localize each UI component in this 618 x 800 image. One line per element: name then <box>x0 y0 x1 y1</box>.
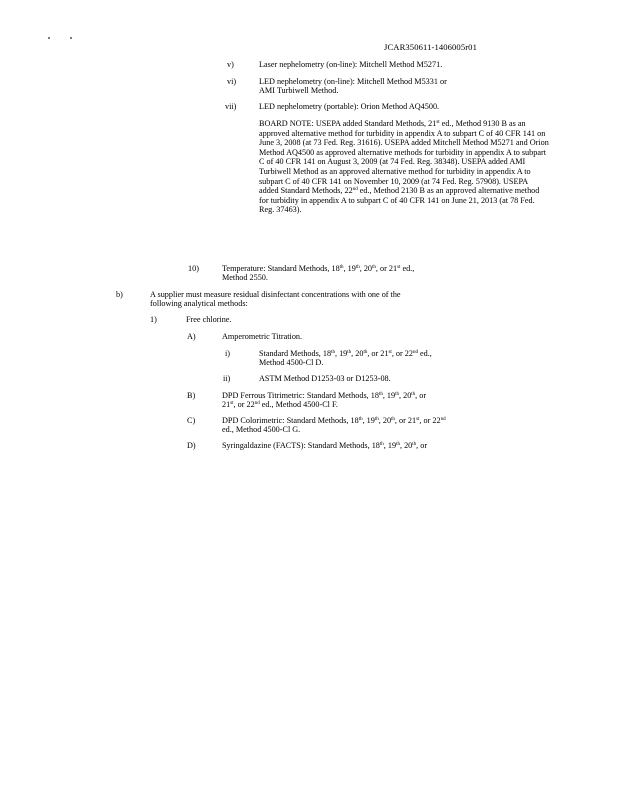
document-code: JCAR350611-1406005r01 <box>384 42 477 52</box>
scan-speck <box>70 37 72 39</box>
item-v-marker: v) <box>227 60 234 69</box>
item-A-i-marker: i) <box>225 349 231 358</box>
item-A-marker: A) <box>187 332 196 341</box>
item-vi-text-line2: AMI Turbiwell Method. <box>259 86 339 95</box>
item-vi-text-line1: LED nephelometry (on-line): Mitchell Method M5331 or <box>259 77 447 86</box>
item-B-text-line1: DPD Ferrous Titrimetric: Standard Methods, 18th, 19th, 20th, or <box>222 391 427 400</box>
item-1-text: Free chlorine. <box>186 315 232 324</box>
item-C-text-line2: ed., Method 4500-Cl G. <box>222 425 301 434</box>
subsection-b-text-line2: following analytical methods: <box>150 299 248 308</box>
item-D-marker: D) <box>187 441 196 450</box>
item-v-text: Laser nephelometry (on-line): Mitchell Method M5271. <box>259 60 443 69</box>
item-A-text: Amperometric Titration. <box>222 332 303 341</box>
item-A-ii-text: ASTM Method D1253-03 or D1253-08. <box>259 374 391 383</box>
subsection-b-text-line1: A supplier must measure residual disinfectant concentrations with one of the <box>150 290 401 299</box>
item-C-text-line1: DPD Colorimetric: Standard Methods, 18th, 19th, 20th, or 21st, or 22nd <box>222 416 446 425</box>
item-B-marker: B) <box>187 391 196 400</box>
item-vii-text: LED nephelometry (portable): Orion Method AQ4500. <box>259 102 440 111</box>
item-vii-marker: vii) <box>225 102 237 111</box>
item-D-text: Syringaldazine (FACTS): Standard Methods, 18th, 19th, 20th, or <box>222 441 428 450</box>
item-10-text-line1: Temperature: Standard Methods, 18th, 19th, 20th, or 21st ed., <box>222 264 415 273</box>
item-10-marker: 10) <box>188 264 199 273</box>
item-1-marker: 1) <box>150 315 157 324</box>
item-C-marker: C) <box>187 416 196 425</box>
item-10-text-line2: Method 2550. <box>222 273 268 282</box>
item-vi-marker: vi) <box>227 77 237 86</box>
item-A-i-text-line1: Standard Methods, 18th, 19th, 20th, or 21st, or 22nd ed., <box>259 349 432 358</box>
scan-speck <box>48 37 50 39</box>
item-A-i-text-line2: Method 4500-Cl D. <box>259 358 324 367</box>
board-note: BOARD NOTE: USEPA added Standard Methods, 21st ed., Method 9130 B as an approved alternative method for turbidity in appendix A to subpart C of 40 CFR 141 on June 3, 2008 (at 73 Fed. Reg. 31616). USEPA added Mitchell Method M5271 and Orion Method AQ4500 as approved alternative methods for turbidity in appendix A to subpart C of 40 CFR 141 on August 3, 2009 (at 74 Fed. Reg. 38348). USEPA added AMI Turbiwell Method as an approved alternative method for turbidity in appendix A to subpart C of 40 CFR 141 on November 10, 2009 (at 74 Fed. Reg. 57908). USEPA added Standard Methods, 22nd ed., Method 2130 B as an approved alternative method for turbidity in appendix A to subpart C of 40 CFR 141 on June 21, 2013 (at 78 Fed. Reg. 37463). <box>259 119 549 215</box>
item-A-ii-marker: ii) <box>223 374 231 383</box>
subsection-b-marker: b) <box>116 290 123 299</box>
item-B-text-line2: 21st, or 22nd ed., Method 4500-Cl F. <box>222 400 338 409</box>
